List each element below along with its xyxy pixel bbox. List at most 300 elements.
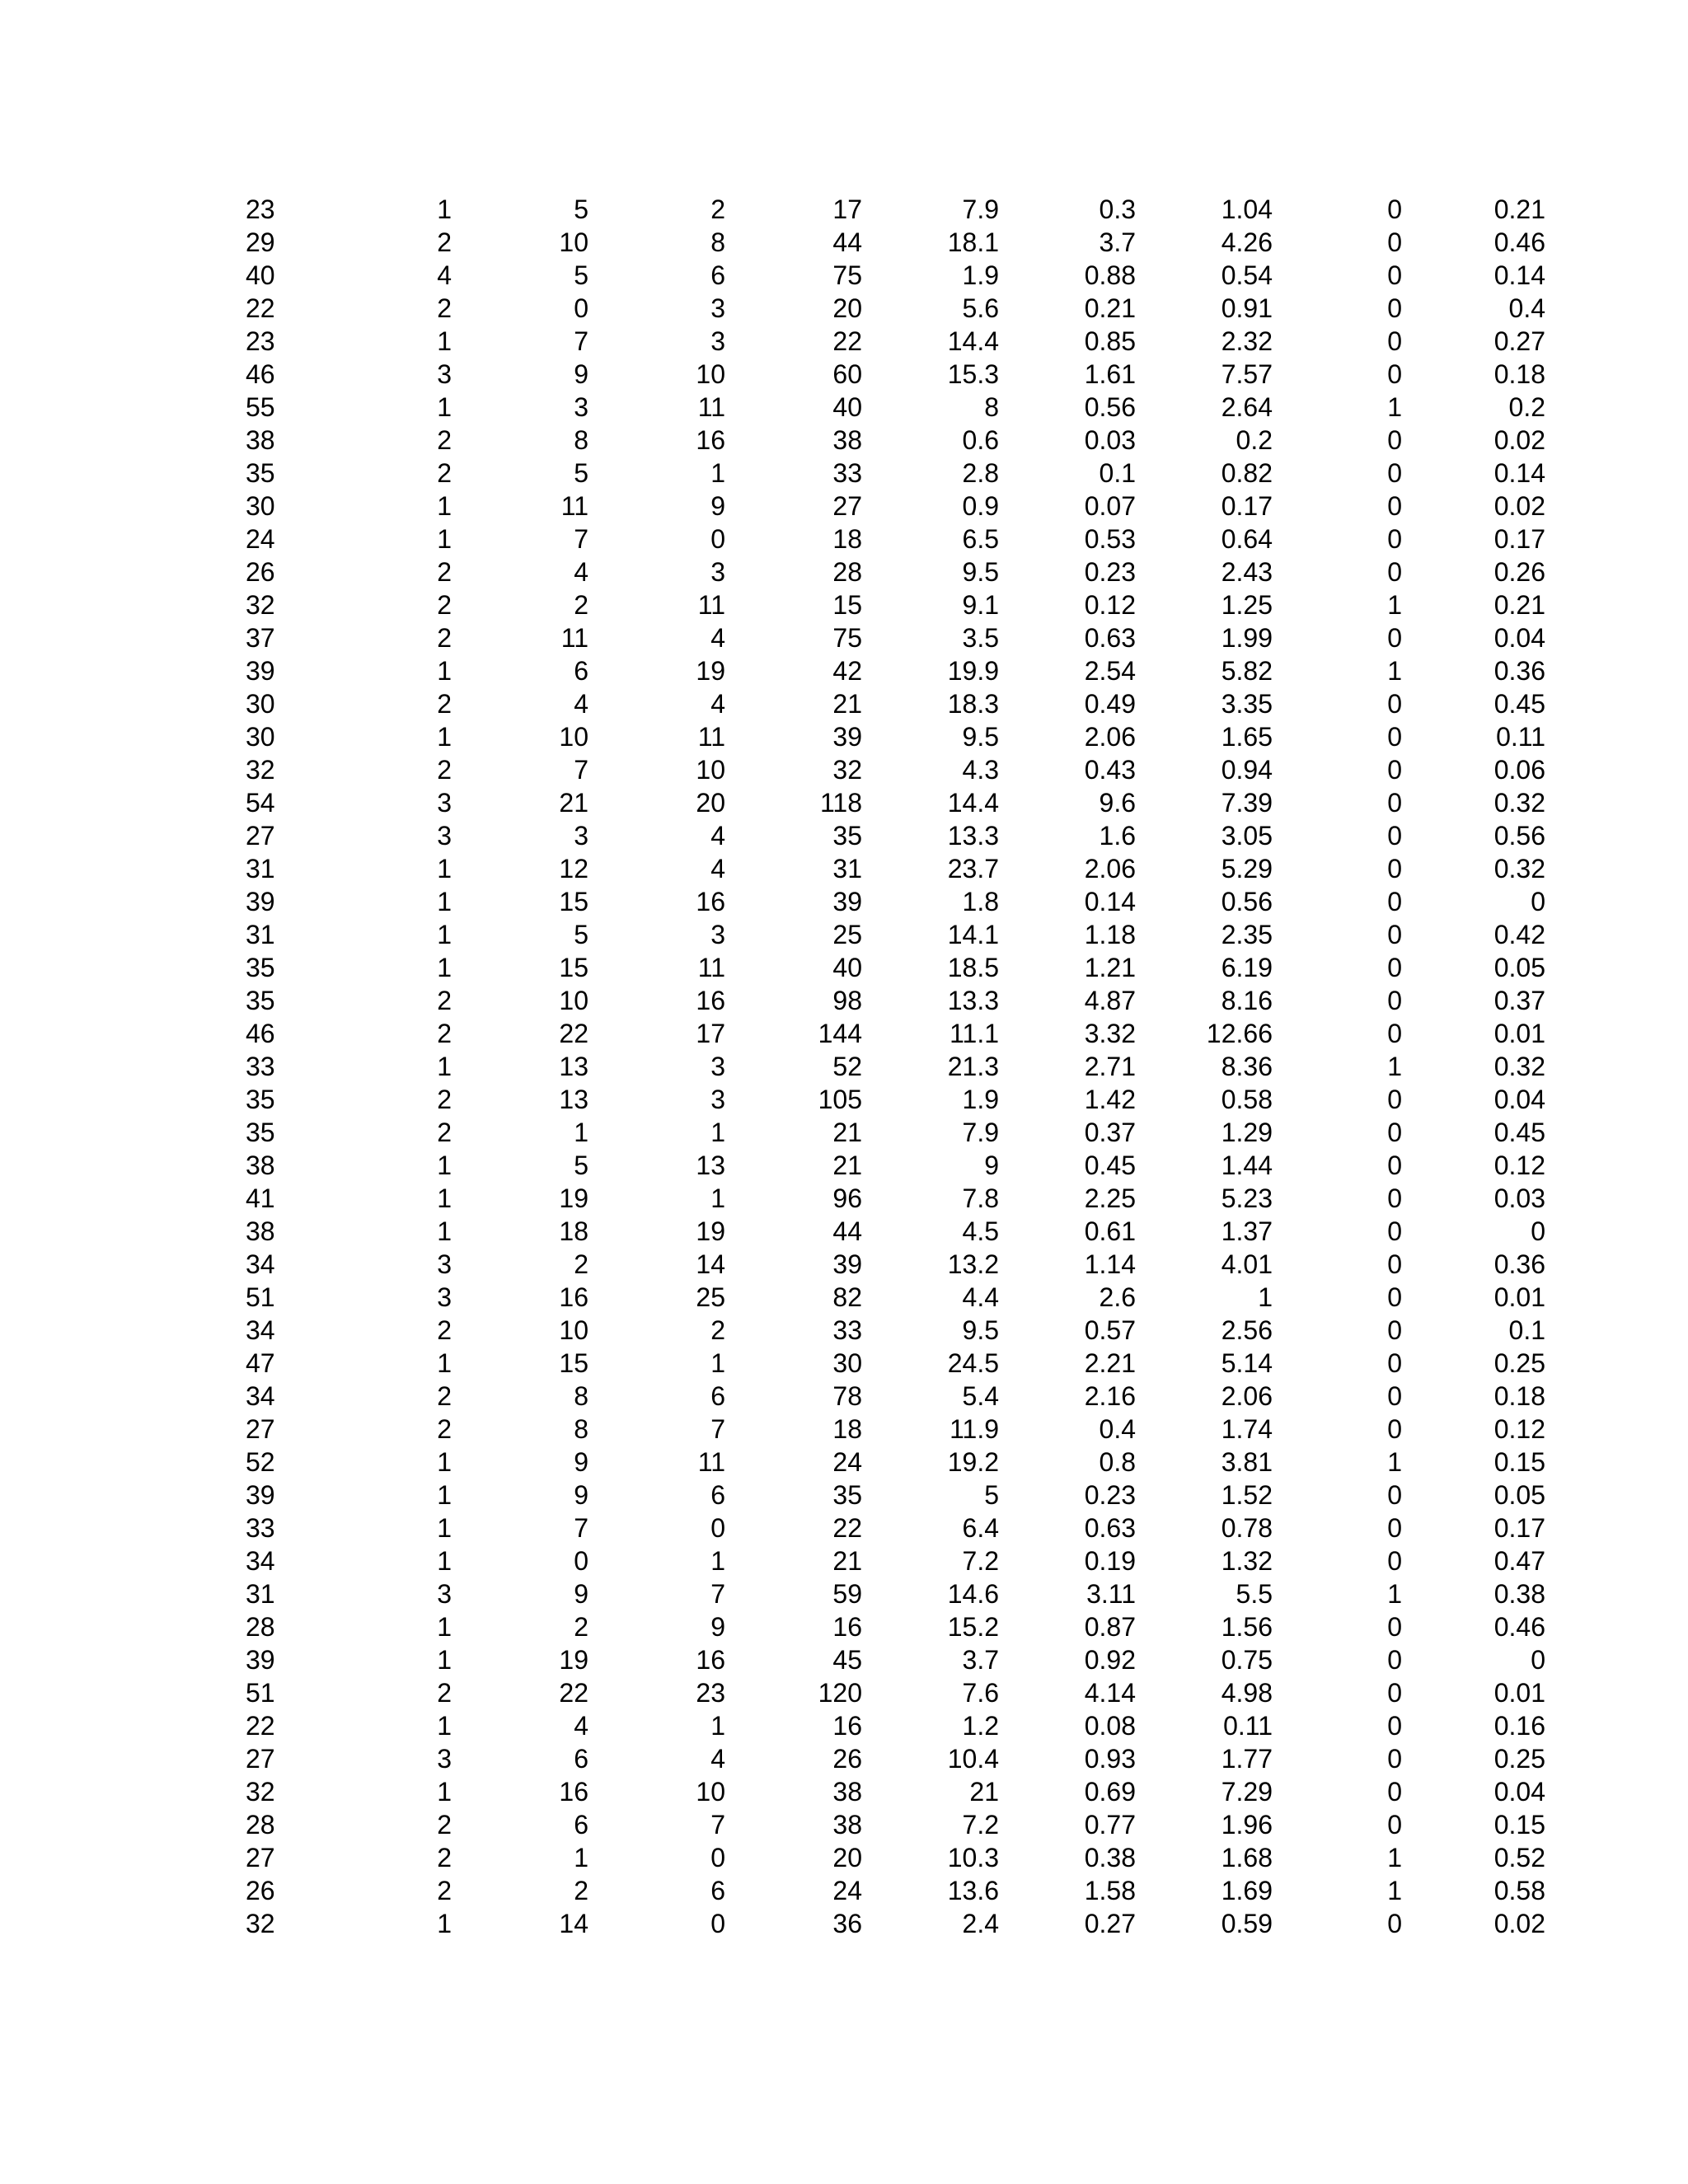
table-cell: 45 <box>832 1645 862 1675</box>
table-row <box>246 621 1545 654</box>
table-cell: 3 <box>437 788 452 818</box>
table-cell: 14.4 <box>947 326 999 356</box>
table-cell: 13.2 <box>947 1249 999 1279</box>
table-cell: 0.02 <box>1493 491 1545 521</box>
table-cell: 19 <box>559 1645 588 1675</box>
table-cell: 6 <box>710 260 725 290</box>
table-cell: 0 <box>1387 755 1402 785</box>
table-cell: 29 <box>246 227 275 257</box>
table-cell: 2 <box>574 590 588 620</box>
table-cell: 18 <box>559 1216 588 1246</box>
table-cell: 1 <box>710 1118 725 1147</box>
table-cell: 1.74 <box>1221 1414 1273 1444</box>
table-cell: 3.81 <box>1221 1447 1273 1477</box>
table-cell: 3 <box>710 293 725 323</box>
table-cell: 1.9 <box>962 260 999 290</box>
table-cell: 9 <box>574 1579 588 1609</box>
table-cell: 0.45 <box>1493 1118 1545 1147</box>
table-cell: 0.15 <box>1493 1810 1545 1840</box>
table-cell: 3 <box>710 557 725 587</box>
table-cell: 0 <box>1387 1085 1402 1114</box>
table-cell: 26 <box>832 1744 862 1774</box>
table-cell: 24.5 <box>947 1348 999 1378</box>
table-cell: 0.14 <box>1493 260 1545 290</box>
table-cell: 2 <box>437 689 452 719</box>
table-cell: 0.08 <box>1084 1711 1136 1741</box>
table-cell: 0.12 <box>1493 1151 1545 1180</box>
table-cell: 22 <box>832 326 862 356</box>
table-row <box>246 325 1545 358</box>
table-cell: 0 <box>574 1546 588 1576</box>
table-cell: 2.6 <box>1099 1282 1136 1312</box>
table-cell: 0 <box>1387 1381 1402 1411</box>
table-row <box>246 786 1545 819</box>
table-cell: 0 <box>1387 425 1402 455</box>
table-cell: 1 <box>437 194 452 224</box>
table-cell: 27 <box>832 491 862 521</box>
table-cell: 1.44 <box>1221 1151 1273 1180</box>
table-cell: 19 <box>559 1183 588 1213</box>
table-cell: 4 <box>574 689 588 719</box>
table-cell: 11 <box>697 1447 725 1477</box>
table-cell: 0 <box>1531 1216 1545 1246</box>
table-cell: 0.07 <box>1084 491 1136 521</box>
table-cell: 120 <box>818 1678 862 1708</box>
table-cell: 0.94 <box>1221 755 1273 785</box>
table-cell: 44 <box>832 1216 862 1246</box>
table-row <box>246 885 1545 918</box>
table-cell: 105 <box>818 1085 862 1114</box>
table-cell: 0.26 <box>1493 557 1545 587</box>
table-cell: 0 <box>1387 854 1402 883</box>
table-cell: 7 <box>710 1810 725 1840</box>
table-row <box>246 1116 1545 1149</box>
table-cell: 1 <box>437 656 452 686</box>
table-cell: 1 <box>710 1546 725 1576</box>
table-cell: 0.36 <box>1493 1249 1545 1279</box>
table-row <box>246 1479 1545 1511</box>
table-cell: 24 <box>832 1447 862 1477</box>
table-cell: 0 <box>1387 524 1402 554</box>
table-cell: 1.99 <box>1221 623 1273 653</box>
table-cell: 2 <box>437 623 452 653</box>
table-cell: 0.2 <box>1508 392 1545 422</box>
table-cell: 0 <box>1387 1151 1402 1180</box>
table-cell: 3 <box>437 821 452 851</box>
table-cell: 2 <box>437 1381 452 1411</box>
table-cell: 1.68 <box>1221 1843 1273 1872</box>
table-cell: 5 <box>574 1151 588 1180</box>
table-cell: 7.29 <box>1221 1777 1273 1807</box>
table-cell: 2.25 <box>1084 1183 1136 1213</box>
table-cell: 0.18 <box>1493 359 1545 389</box>
table-cell: 0.82 <box>1221 458 1273 488</box>
table-cell: 118 <box>819 788 862 818</box>
table-cell: 1 <box>1387 656 1402 686</box>
table-cell: 0.3 <box>1099 194 1136 224</box>
table-cell: 11 <box>697 392 725 422</box>
table-cell: 2 <box>437 1019 452 1048</box>
table-cell: 6.4 <box>962 1513 999 1543</box>
table-cell: 0 <box>1387 359 1402 389</box>
table-cell: 27 <box>246 1744 275 1774</box>
table-cell: 1 <box>574 1843 588 1872</box>
table-cell: 28 <box>832 557 862 587</box>
table-cell: 18 <box>832 1414 862 1444</box>
table-cell: 0.2 <box>1236 425 1273 455</box>
table-cell: 1.9 <box>962 1085 999 1114</box>
table-cell: 1.58 <box>1084 1876 1136 1905</box>
table-cell: 10 <box>559 227 588 257</box>
table-cell: 0 <box>1387 326 1402 356</box>
table-cell: 4.01 <box>1221 1249 1273 1279</box>
table-cell: 1.2 <box>962 1711 999 1741</box>
table-cell: 1 <box>1387 1579 1402 1609</box>
table-cell: 16 <box>696 1645 725 1675</box>
table-row <box>246 720 1545 753</box>
table-cell: 9.1 <box>962 590 999 620</box>
table-cell: 7 <box>710 1579 725 1609</box>
table-cell: 0 <box>710 524 725 554</box>
table-cell: 82 <box>832 1282 862 1312</box>
table-cell: 1 <box>1387 1052 1402 1081</box>
table-cell: 34 <box>246 1315 275 1345</box>
table-cell: 1 <box>1387 392 1402 422</box>
table-cell: 22 <box>559 1678 588 1708</box>
table-cell: 0 <box>1387 491 1402 521</box>
table-cell: 2.54 <box>1084 656 1136 686</box>
table-row <box>246 1380 1545 1413</box>
table-cell: 2 <box>437 293 452 323</box>
table-cell: 4 <box>574 1711 588 1741</box>
table-cell: 0 <box>1387 1678 1402 1708</box>
table-cell: 0 <box>1387 458 1402 488</box>
table-cell: 8 <box>710 227 725 257</box>
table-cell: 5 <box>574 194 588 224</box>
table-cell: 0.75 <box>1221 1645 1273 1675</box>
table-cell: 0 <box>710 1843 725 1872</box>
table-cell: 4.98 <box>1221 1678 1273 1708</box>
table-cell: 2.16 <box>1084 1381 1136 1411</box>
table-cell: 6 <box>710 1480 725 1510</box>
table-cell: 1.52 <box>1221 1480 1273 1510</box>
table-cell: 0.04 <box>1493 623 1545 653</box>
table-cell: 7.9 <box>962 1118 999 1147</box>
table-cell: 3 <box>437 1249 452 1279</box>
table-cell: 18.5 <box>947 953 999 982</box>
table-cell: 38 <box>246 1216 275 1246</box>
table-cell: 8.36 <box>1221 1052 1273 1081</box>
table-cell: 10 <box>559 986 588 1015</box>
table-cell: 0 <box>1387 1282 1402 1312</box>
table-cell: 26 <box>246 557 275 587</box>
table-cell: 3.5 <box>962 623 999 653</box>
table-cell: 3 <box>574 821 588 851</box>
table-cell: 32 <box>246 755 275 785</box>
table-cell: 2 <box>710 1315 725 1345</box>
table-cell: 2 <box>437 1085 452 1114</box>
table-cell: 35 <box>246 953 275 982</box>
table-cell: 40 <box>832 392 862 422</box>
table-cell: 18.3 <box>947 689 999 719</box>
table-cell: 3 <box>710 1052 725 1081</box>
table-cell: 1 <box>437 1151 452 1180</box>
table-cell: 4.87 <box>1084 986 1136 1015</box>
table-cell: 0 <box>1387 194 1402 224</box>
table-cell: 5.4 <box>962 1381 999 1411</box>
table-cell: 26 <box>246 1876 275 1905</box>
table-row <box>246 193 1545 226</box>
table-cell: 13.3 <box>947 986 999 1015</box>
table-cell: 0.4 <box>1508 293 1545 323</box>
table-cell: 0.56 <box>1493 821 1545 851</box>
table-cell: 2 <box>437 557 452 587</box>
table-cell: 13.3 <box>947 821 999 851</box>
table-row <box>246 1511 1545 1544</box>
table-cell: 33 <box>246 1052 275 1081</box>
table-cell: 1.04 <box>1221 194 1273 224</box>
table-cell: 33 <box>246 1513 275 1543</box>
table-row <box>246 654 1545 687</box>
table-row <box>246 1610 1545 1643</box>
table-cell: 1 <box>437 1777 452 1807</box>
table-cell: 2.32 <box>1221 326 1273 356</box>
table-cell: 6 <box>710 1381 725 1411</box>
table-cell: 35 <box>246 458 275 488</box>
table-cell: 0 <box>1387 821 1402 851</box>
table-cell: 39 <box>832 1249 862 1279</box>
table-cell: 40 <box>246 260 275 290</box>
table-cell: 15 <box>559 953 588 982</box>
table-cell: 2.4 <box>962 1909 999 1938</box>
table-cell: 18.1 <box>947 227 999 257</box>
table-cell: 0.23 <box>1084 1480 1136 1510</box>
table-cell: 0.63 <box>1084 623 1136 653</box>
table-cell: 0.11 <box>1223 1711 1273 1741</box>
table-cell: 2 <box>574 1249 588 1279</box>
table-cell: 3 <box>437 359 452 389</box>
table-cell: 1 <box>437 1447 452 1477</box>
table-cell: 21 <box>969 1777 999 1807</box>
table-cell: 1 <box>437 491 452 521</box>
table-cell: 1.29 <box>1221 1118 1273 1147</box>
table-cell: 12 <box>559 854 588 883</box>
table-cell: 9.5 <box>962 1315 999 1345</box>
table-row <box>246 1808 1545 1841</box>
table-cell: 34 <box>246 1249 275 1279</box>
table-cell: 10 <box>696 359 725 389</box>
table-cell: 0 <box>1387 1348 1402 1378</box>
table-cell: 0.17 <box>1493 1513 1545 1543</box>
table-cell: 25 <box>832 920 862 949</box>
table-cell: 0.01 <box>1493 1282 1545 1312</box>
table-cell: 39 <box>832 722 862 752</box>
table-cell: 1 <box>437 920 452 949</box>
table-cell: 21 <box>832 1151 862 1180</box>
table-cell: 52 <box>246 1447 275 1477</box>
table-cell: 13 <box>696 1151 725 1180</box>
table-cell: 144 <box>818 1019 862 1048</box>
table-cell: 0.02 <box>1493 1909 1545 1938</box>
table-row <box>246 1446 1545 1479</box>
table-cell: 1 <box>437 392 452 422</box>
table-cell: 2 <box>437 1876 452 1905</box>
table-cell: 3 <box>437 1744 452 1774</box>
table-cell: 78 <box>832 1381 862 1411</box>
table-cell: 3.7 <box>1099 227 1136 257</box>
table-cell: 11 <box>560 623 588 653</box>
table-row <box>246 1347 1545 1380</box>
data-table <box>246 193 1545 1940</box>
table-cell: 0.8 <box>1099 1447 1136 1477</box>
table-cell: 8 <box>574 425 588 455</box>
table-cell: 0.37 <box>1084 1118 1136 1147</box>
table-cell: 6 <box>574 1744 588 1774</box>
table-cell: 3.35 <box>1221 689 1273 719</box>
table-cell: 9 <box>574 1447 588 1477</box>
table-cell: 21 <box>832 1118 862 1147</box>
table-cell: 35 <box>246 986 275 1015</box>
table-cell: 16 <box>696 887 725 916</box>
table-cell: 1.61 <box>1084 359 1136 389</box>
table-cell: 35 <box>246 1118 275 1147</box>
table-cell: 1 <box>437 953 452 982</box>
table-cell: 35 <box>832 821 862 851</box>
table-cell: 17 <box>696 1019 725 1048</box>
table-cell: 0 <box>1387 689 1402 719</box>
table-cell: 38 <box>832 1777 862 1807</box>
table-cell: 0.1 <box>1099 458 1136 488</box>
table-cell: 0.02 <box>1493 425 1545 455</box>
table-cell: 39 <box>246 656 275 686</box>
table-cell: 7.2 <box>962 1810 999 1840</box>
table-cell: 4.4 <box>962 1282 999 1312</box>
table-row <box>246 1577 1545 1610</box>
table-cell: 0 <box>1387 722 1402 752</box>
table-cell: 7 <box>710 1414 725 1444</box>
table-cell: 2 <box>574 1876 588 1905</box>
table-row <box>246 951 1545 984</box>
table-cell: 2.8 <box>962 458 999 488</box>
table-cell: 0 <box>1387 1183 1402 1213</box>
table-cell: 0 <box>1387 1249 1402 1279</box>
table-row <box>246 1643 1545 1676</box>
table-row <box>246 1215 1545 1248</box>
table-cell: 1.32 <box>1221 1546 1273 1576</box>
table-row <box>246 1083 1545 1116</box>
table-cell: 0.9 <box>962 491 999 521</box>
table-cell: 0 <box>1387 260 1402 290</box>
table-cell: 0 <box>1531 1645 1545 1675</box>
table-cell: 24 <box>832 1876 862 1905</box>
table-cell: 7.2 <box>962 1546 999 1576</box>
table-cell: 0 <box>1387 1513 1402 1543</box>
table-cell: 0.1 <box>1508 1315 1545 1345</box>
table-cell: 1 <box>710 1348 725 1378</box>
table-cell: 2.06 <box>1084 722 1136 752</box>
table-cell: 0.14 <box>1084 887 1136 916</box>
table-cell: 0 <box>1387 920 1402 949</box>
table-row <box>246 1182 1545 1215</box>
table-cell: 0.38 <box>1493 1579 1545 1609</box>
table-cell: 27 <box>246 1843 275 1872</box>
table-cell: 23 <box>246 326 275 356</box>
table-cell: 0 <box>1387 1216 1402 1246</box>
table-row <box>246 852 1545 885</box>
table-row <box>246 1281 1545 1314</box>
table-cell: 12.66 <box>1206 1019 1273 1048</box>
table-cell: 7.6 <box>962 1678 999 1708</box>
table-cell: 2.64 <box>1221 392 1273 422</box>
table-cell: 2 <box>437 590 452 620</box>
table-row <box>246 1314 1545 1347</box>
table-row <box>246 1050 1545 1083</box>
table-cell: 7 <box>574 326 588 356</box>
table-cell: 19 <box>696 1216 725 1246</box>
table-cell: 0 <box>710 1513 725 1543</box>
table-cell: 13 <box>559 1085 588 1114</box>
table-cell: 0.17 <box>1221 491 1273 521</box>
table-cell: 3 <box>574 392 588 422</box>
table-cell: 14 <box>559 1909 588 1938</box>
table-cell: 31 <box>246 920 275 949</box>
table-cell: 1 <box>437 1546 452 1576</box>
table-cell: 0.61 <box>1084 1216 1136 1246</box>
table-cell: 38 <box>246 425 275 455</box>
table-cell: 5 <box>574 458 588 488</box>
table-cell: 2 <box>437 425 452 455</box>
table-cell: 1 <box>1387 1843 1402 1872</box>
table-cell: 21.3 <box>947 1052 999 1081</box>
table-cell: 0.85 <box>1084 326 1136 356</box>
table-cell: 27 <box>246 821 275 851</box>
table-cell: 0 <box>1387 1480 1402 1510</box>
table-row <box>246 918 1545 951</box>
table-cell: 16 <box>832 1711 862 1741</box>
table-cell: 0.04 <box>1493 1777 1545 1807</box>
table-cell: 10 <box>559 722 588 752</box>
table-cell: 1.37 <box>1221 1216 1273 1246</box>
table-cell: 11 <box>697 590 725 620</box>
table-cell: 44 <box>832 227 862 257</box>
table-cell: 1.21 <box>1084 953 1136 982</box>
table-cell: 19.9 <box>947 656 999 686</box>
table-cell: 0.25 <box>1493 1348 1545 1378</box>
table-cell: 0.21 <box>1084 293 1136 323</box>
table-cell: 59 <box>832 1579 862 1609</box>
table-cell: 22 <box>559 1019 588 1048</box>
table-cell: 46 <box>246 1019 275 1048</box>
table-cell: 0.47 <box>1493 1546 1545 1576</box>
table-cell: 4 <box>710 623 725 653</box>
table-cell: 7 <box>574 524 588 554</box>
table-cell: 46 <box>246 359 275 389</box>
table-cell: 42 <box>832 656 862 686</box>
table-cell: 0.03 <box>1493 1183 1545 1213</box>
table-cell: 4 <box>437 260 452 290</box>
table-cell: 0.19 <box>1084 1546 1136 1576</box>
table-cell: 3.7 <box>962 1645 999 1675</box>
table-row <box>246 1775 1545 1808</box>
table-cell: 31 <box>246 1579 275 1609</box>
table-cell: 31 <box>832 854 862 883</box>
table-cell: 17 <box>832 194 862 224</box>
table-cell: 10 <box>559 1315 588 1345</box>
table-row <box>246 984 1545 1017</box>
table-cell: 0.32 <box>1493 854 1545 883</box>
table-cell: 9.6 <box>1099 788 1136 818</box>
table-cell: 0 <box>1387 953 1402 982</box>
